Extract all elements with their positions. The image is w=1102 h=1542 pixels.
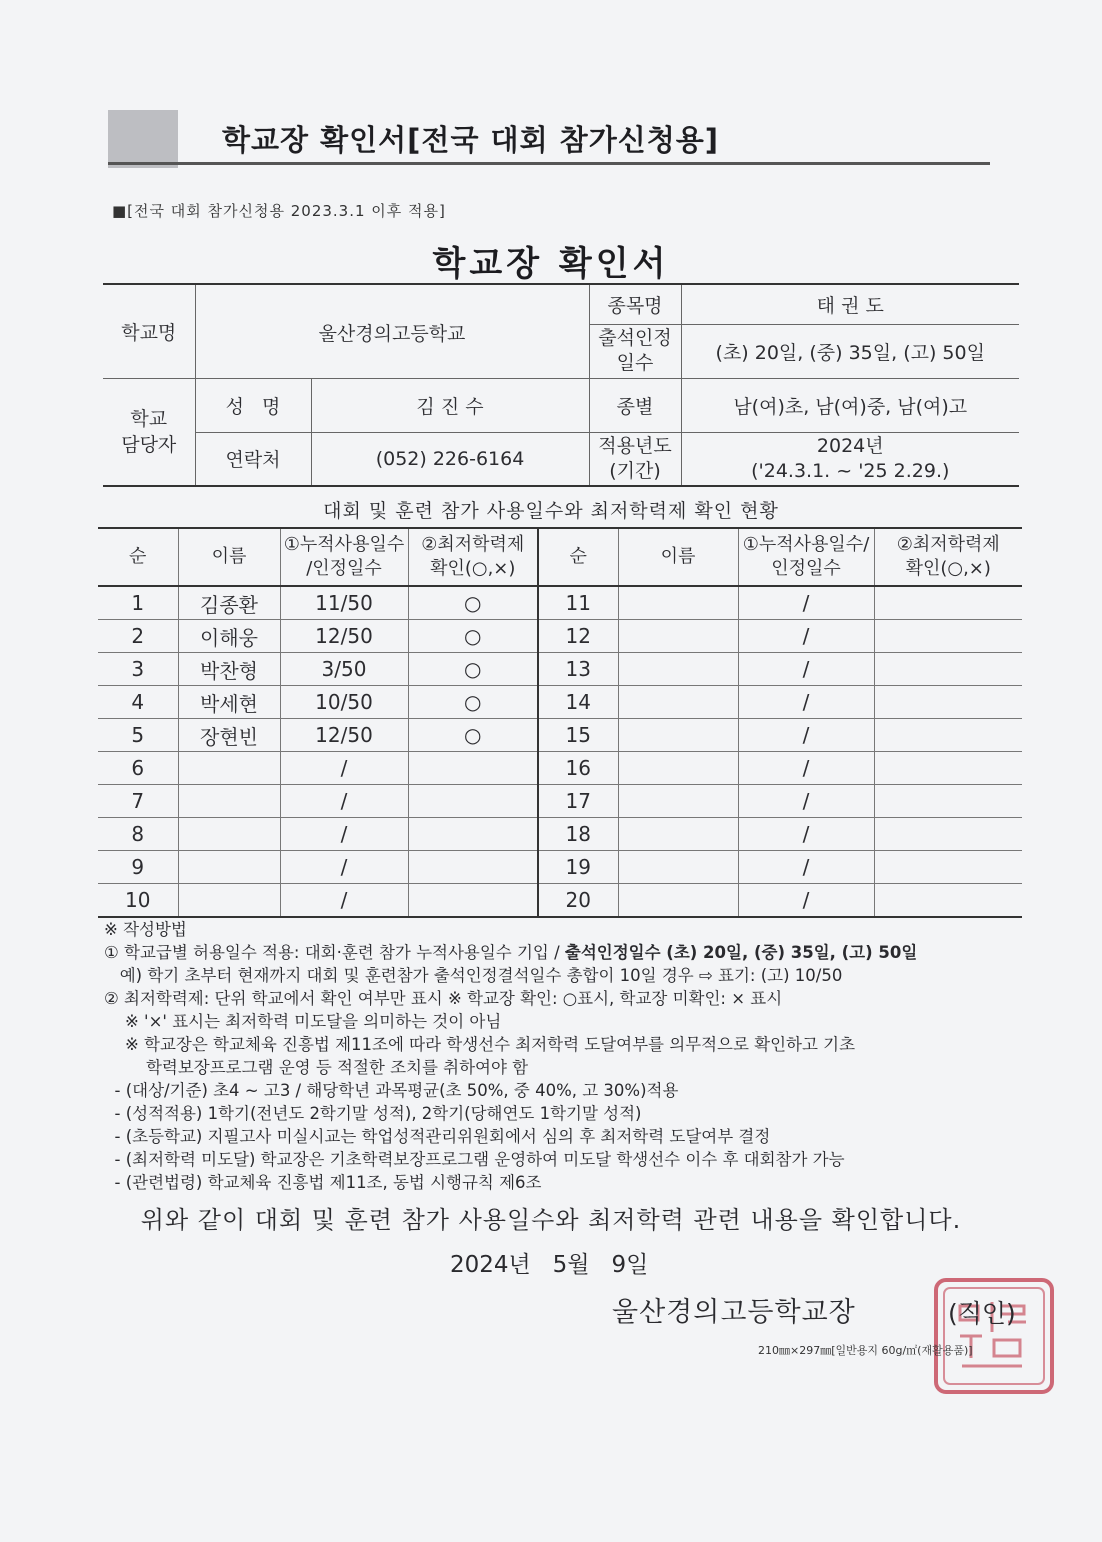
academic-check — [874, 586, 1022, 620]
used-days: / — [738, 785, 874, 818]
issue-date: 2024년 5월 9일 — [450, 1252, 649, 1278]
table-row — [98, 686, 1022, 719]
apply-year-value: 2024년 ('24.3.1. ~ '25 2.29.) — [681, 432, 1019, 486]
attend-days-value: (초) 20일, (중) 35일, (고) 50일 — [681, 324, 1019, 378]
seal-label: (직인) — [948, 1299, 1016, 1328]
athlete-name — [618, 752, 738, 785]
athlete-name — [178, 851, 280, 884]
row-number: 19 — [538, 851, 618, 884]
athlete-name: 장현빈 — [178, 719, 280, 752]
academic-check: ○ — [408, 719, 538, 752]
used-days: / — [738, 620, 874, 653]
header-divider — [108, 162, 990, 165]
event-value: 태 권 도 — [681, 284, 1019, 324]
athlete-name: 박찬형 — [178, 653, 280, 686]
contact-label: 연락처 — [195, 432, 311, 486]
used-days: / — [738, 752, 874, 785]
principal-signature: 울산경의고등학교장 — [612, 1297, 856, 1328]
notice-text: ■[전국 대회 참가신청용 2023.3.1 이후 적용] — [112, 202, 446, 220]
row-number: 12 — [538, 620, 618, 653]
used-days: 12/50 — [280, 719, 408, 752]
note-line: ※ '×' 표시는 최저학력 미도달을 의미하는 것이 아님 — [104, 1012, 502, 1031]
used-days: / — [738, 884, 874, 918]
athlete-name — [618, 818, 738, 851]
academic-check — [874, 686, 1022, 719]
row-number: 5 — [98, 719, 178, 752]
academic-check — [408, 851, 538, 884]
col-header-no-2: 순 — [538, 528, 618, 586]
header-title: 학교장 확인서[전국 대회 참가신청용] — [222, 123, 720, 157]
athlete-name — [178, 752, 280, 785]
attend-days-label: 출석인정 일수 — [589, 324, 681, 378]
division-value: 남(여)초, 남(여)중, 남(여)고 — [681, 378, 1019, 432]
used-days: 11/50 — [280, 586, 408, 620]
table-row — [98, 586, 1022, 620]
confirmation-statement: 위와 같이 대회 및 훈련 참가 사용일수와 최저학력 관련 내용을 확인합니다. — [140, 1206, 962, 1234]
note-line: - (초등학교) 지필고사 미실시교는 학업성적관리위원회에서 심의 후 최저학력 도달여부 결정 — [104, 1127, 771, 1146]
row-number: 2 — [98, 620, 178, 653]
table-row — [98, 851, 1022, 884]
row-number: 17 — [538, 785, 618, 818]
header-decoration — [108, 110, 178, 168]
row-number: 4 — [98, 686, 178, 719]
athlete-name — [618, 586, 738, 620]
note-line: ② 최저학력제: 단위 학교에서 확인 여부만 표시 ※ 학교장 확인: ○표시, 학교장 미확인: × 표시 — [104, 989, 783, 1008]
academic-check — [874, 884, 1022, 918]
note-line: ※ 작성방법 — [104, 920, 187, 939]
used-days: / — [738, 686, 874, 719]
row-number: 18 — [538, 818, 618, 851]
row-number: 15 — [538, 719, 618, 752]
academic-check — [408, 752, 538, 785]
col-header-name-2: 이름 — [618, 528, 738, 586]
athlete-name — [618, 785, 738, 818]
academic-check — [874, 785, 1022, 818]
col-header-check-2: ②최저학력제 확인(○,×) — [874, 528, 1022, 586]
athlete-name — [618, 719, 738, 752]
note-line: - (대상/기준) 초4 ~ 고3 / 해당학년 과목평균(초 50%, 중 40%, 고 30%)적용 — [104, 1081, 679, 1100]
row-number: 13 — [538, 653, 618, 686]
note-line: ※ 학교장은 학교체육 진흥법 제11조에 따라 학생선수 최저학력 도달여부를 의무적으로 확인하고 기초 — [104, 1035, 856, 1054]
school-name-label: 학교명 — [103, 284, 195, 378]
row-number: 10 — [98, 884, 178, 918]
used-days: 12/50 — [280, 620, 408, 653]
row-number: 8 — [98, 818, 178, 851]
table-row — [98, 818, 1022, 851]
col-header-no: 순 — [98, 528, 178, 586]
athlete-name — [178, 818, 280, 851]
instructions — [104, 918, 1034, 1194]
note-line: 예) 학기 초부터 현재까지 대회 및 훈련참가 출석인정결석일수 총합이 10일 경우 ⇨ 표기: (고) 10/50 — [104, 966, 843, 985]
athlete-name: 이해웅 — [178, 620, 280, 653]
manager-label: 학교 담당자 — [103, 378, 195, 486]
academic-check — [408, 884, 538, 918]
note-line: 학력보장프로그램 운영 등 적절한 조치를 취하여야 함 — [104, 1058, 529, 1077]
row-number: 7 — [98, 785, 178, 818]
row-number: 1 — [98, 586, 178, 620]
row-number: 16 — [538, 752, 618, 785]
used-days: / — [738, 586, 874, 620]
row-number: 9 — [98, 851, 178, 884]
athlete-name: 박세현 — [178, 686, 280, 719]
academic-check: ○ — [408, 653, 538, 686]
academic-check — [874, 851, 1022, 884]
athlete-name: 김종환 — [178, 586, 280, 620]
table-row — [98, 620, 1022, 653]
academic-check — [408, 818, 538, 851]
row-number: 11 — [538, 586, 618, 620]
col-header-days-2: ①누적사용일수/ 인정일수 — [738, 528, 874, 586]
used-days: / — [280, 851, 408, 884]
paper-spec: 210㎜×297㎜[일반용지 60g/㎡(재활용품)] — [758, 1344, 973, 1357]
used-days: / — [738, 851, 874, 884]
used-days: 3/50 — [280, 653, 408, 686]
academic-check — [874, 818, 1022, 851]
academic-check — [874, 752, 1022, 785]
athlete-name — [618, 851, 738, 884]
apply-year-label: 적용년도 (기간) — [589, 432, 681, 486]
table-row — [98, 785, 1022, 818]
event-label: 종목명 — [589, 284, 681, 324]
row-number: 20 — [538, 884, 618, 918]
note-line: - (관련법령) 학교체육 진흥법 제11조, 동법 시행규칙 제6조 — [104, 1173, 542, 1192]
info-table — [103, 283, 1019, 487]
section-title: 대회 및 훈련 참가 사용일수와 최저학력제 확인 현황 — [323, 500, 779, 522]
athlete-table — [98, 527, 1022, 918]
note-line: - (최저학력 미도달) 학교장은 기초학력보장프로그램 운영하여 미도달 학생선수 이수 후 대회참가 가능 — [104, 1150, 845, 1169]
school-name-value: 울산경의고등학교 — [195, 284, 589, 378]
col-header-check: ②최저학력제 확인(○,×) — [408, 528, 538, 586]
used-days: / — [280, 752, 408, 785]
academic-check — [874, 620, 1022, 653]
table-row — [98, 884, 1022, 918]
academic-check: ○ — [408, 620, 538, 653]
academic-check — [408, 785, 538, 818]
note-line: - (성적적용) 1학기(전년도 2학기말 성적), 2학기(당해연도 1학기말 성적) — [104, 1104, 642, 1123]
table-row — [98, 653, 1022, 686]
athlete-name — [618, 884, 738, 918]
document-title: 학교장 확인서 — [432, 244, 670, 284]
division-label: 종별 — [589, 378, 681, 432]
athlete-name — [178, 785, 280, 818]
academic-check: ○ — [408, 686, 538, 719]
manager-name-value: 김 진 수 — [311, 378, 589, 432]
row-number: 14 — [538, 686, 618, 719]
row-number: 3 — [98, 653, 178, 686]
table-row — [98, 719, 1022, 752]
contact-value: (052) 226-6164 — [311, 432, 589, 486]
used-days: / — [280, 785, 408, 818]
used-days: / — [280, 818, 408, 851]
athlete-name — [618, 653, 738, 686]
athlete-name — [618, 620, 738, 653]
used-days: / — [738, 818, 874, 851]
used-days: / — [738, 719, 874, 752]
note-line: ① 학교급별 허용일수 적용: 대회·훈련 참가 누적사용일수 기입 / 출석인정일수 (초) 20일, (중) 35일, (고) 50일 — [104, 943, 918, 962]
used-days: / — [738, 653, 874, 686]
used-days: 10/50 — [280, 686, 408, 719]
row-number: 6 — [98, 752, 178, 785]
used-days: / — [280, 884, 408, 918]
col-header-days: ①누적사용일수 /인정일수 — [280, 528, 408, 586]
academic-check: ○ — [408, 586, 538, 620]
manager-name-label: 성 명 — [195, 378, 311, 432]
col-header-name: 이름 — [178, 528, 280, 586]
athlete-name — [618, 686, 738, 719]
academic-check — [874, 719, 1022, 752]
table-row — [98, 752, 1022, 785]
athlete-name — [178, 884, 280, 918]
academic-check — [874, 653, 1022, 686]
